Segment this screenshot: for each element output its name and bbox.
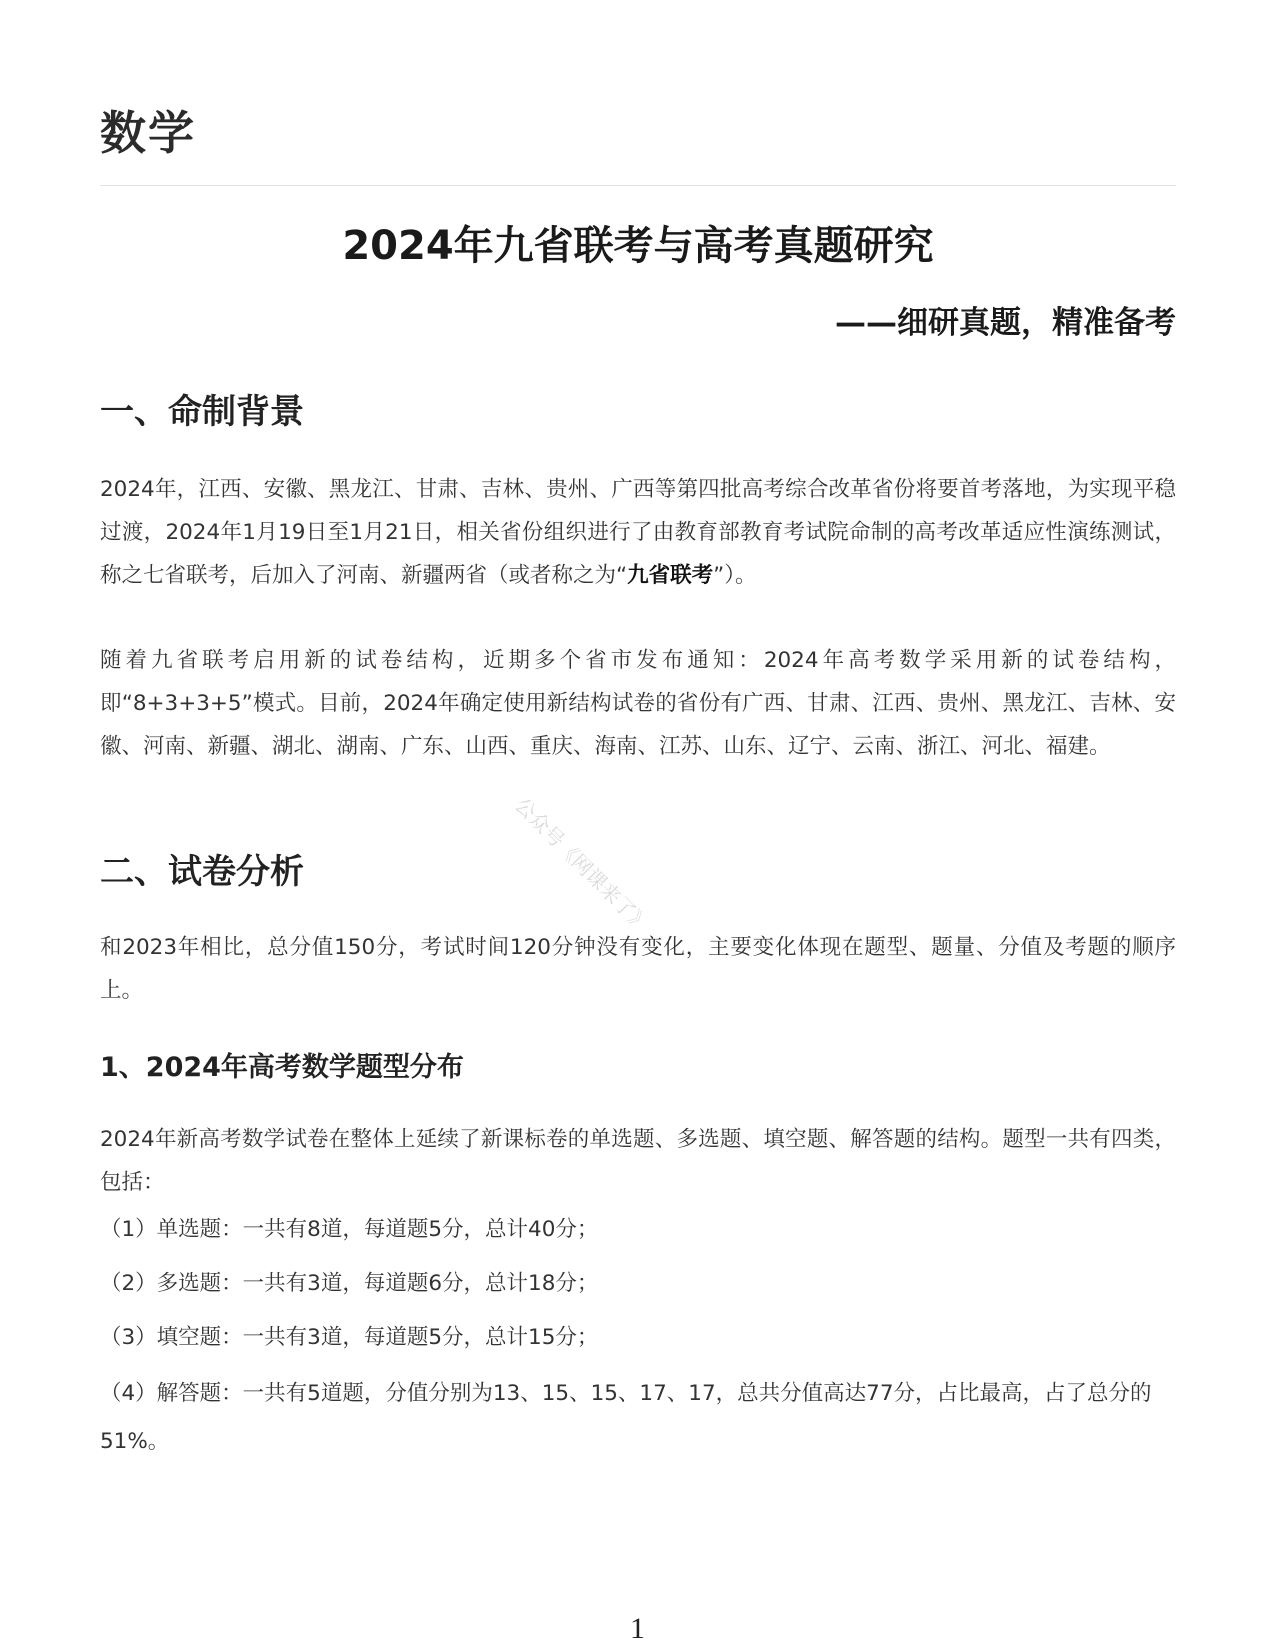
subsection-heading-question-types: 1、2024年高考数学题型分布 [100, 1052, 464, 1083]
background-paragraph-1-end: ”）。 [713, 563, 757, 588]
question-types-intro: 2024年新高考数学试卷在整体上延续了新课标卷的单选题、多选题、填空题、解答题的结构。题型一共有四类，包括： [100, 1127, 1176, 1195]
question-type-item: （4）解答题：一共有5道题，分值分别为13、15、15、17、17，总共分值高达77分，占比最高，占了总分的51%。 [100, 1381, 1152, 1454]
watermark-text: 公众号《网课来了》 [510, 792, 655, 938]
section-heading-analysis: 二、试卷分析 [100, 852, 304, 892]
background-paragraph-1-bold: 九省联考 [627, 563, 714, 588]
subject-heading: 数学 [100, 106, 196, 160]
question-type-item: （3）填空题：一共有3道，每道题5分，总计15分； [100, 1325, 599, 1350]
header-divider [100, 185, 1176, 186]
document-title: 2024年九省联考与高考真题研究 [342, 223, 934, 269]
background-paragraph-1-text: 2024年，江西、安徽、黑龙江、甘肃、吉林、贵州、广西等第四批高考综合改革省份将要首考落地，为实现平稳过渡，2024年1月19日至1月21日，相关省份组织进行了由教育部教育考试院命制的高考改革适应性演练测试，称之七省联考，后加入了河南、新疆两省（或者称之为“ [100, 477, 1176, 588]
analysis-paragraph: 和2023年相比，总分值150分，考试时间120分钟没有变化，主要变化体现在题型、题量、分值及考题的顺序上。 [100, 935, 1176, 1003]
section-heading-background: 一、命制背景 [100, 392, 304, 432]
background-paragraph-2: 随着九省联考启用新的试卷结构，近期多个省市发布通知：2024年高考数学采用新的试卷结构，即“8+3+3+5”模式。目前，2024年确定使用新结构试卷的省份有广西、甘肃、江西、贵州、黑龙江、吉林、安徽、河南、新疆、湖北、湖南、广东、山西、重庆、海南、江苏、山东、辽宁、云南、浙江、河北、福建。 [100, 648, 1176, 759]
background-paragraph-1 [100, 468, 1176, 597]
question-type-item: （2）多选题：一共有3道，每道题6分，总计18分； [100, 1271, 599, 1296]
page-number: 1 [630, 1612, 645, 1645]
document-subtitle: ——细研真题，精准备考 [835, 305, 1176, 341]
question-type-item: （1）单选题：一共有8道，每道题5分，总计40分； [100, 1217, 599, 1242]
